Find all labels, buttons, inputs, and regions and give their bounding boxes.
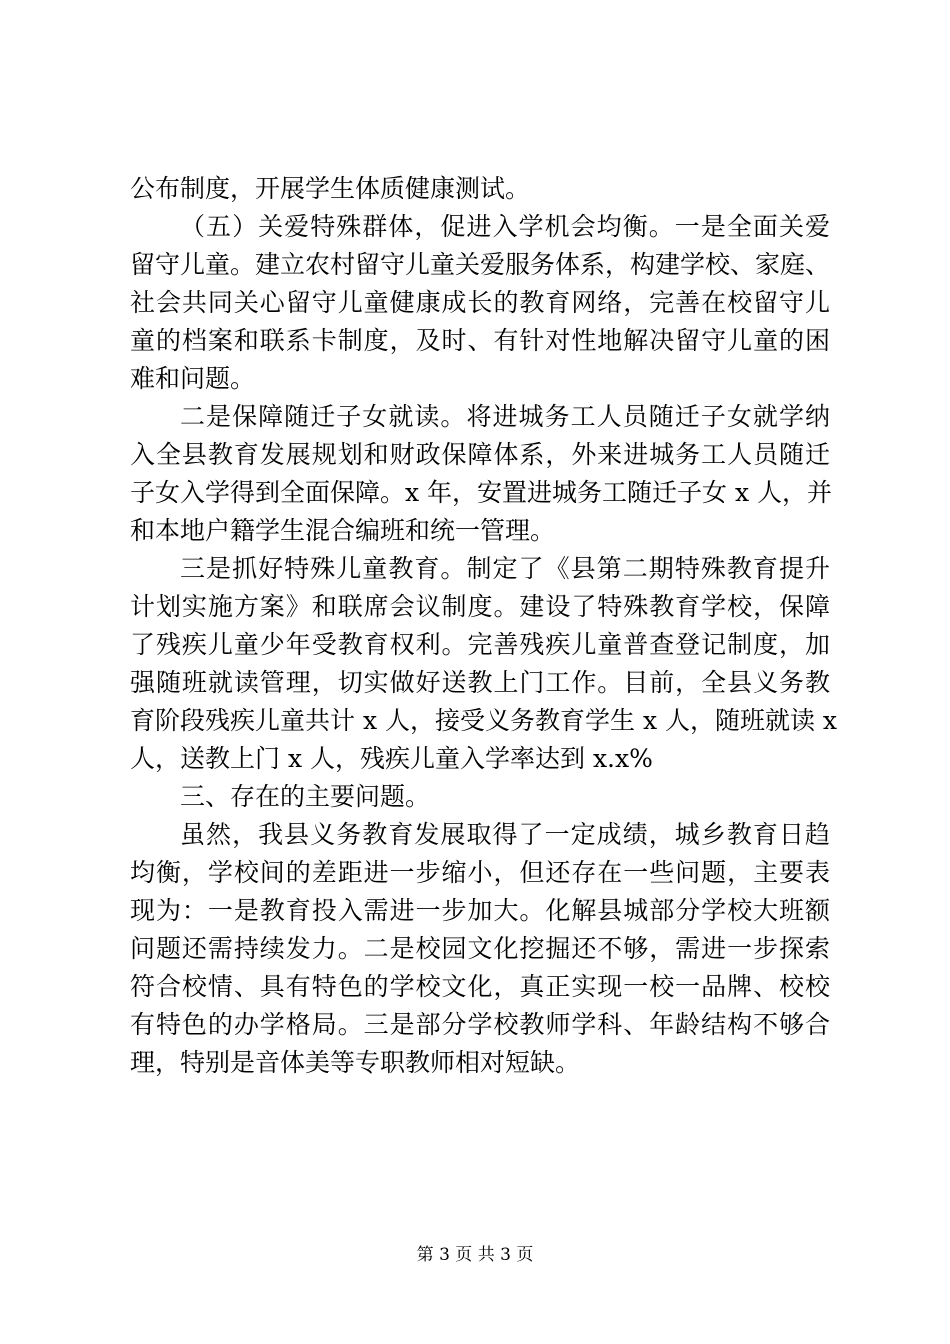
text-line: 了残疾儿童少年受教育权利。完善残疾儿童普查登记制度，加 (130, 630, 830, 659)
text-line: 公布制度，开展学生体质健康测试。 (130, 174, 531, 203)
text-line: 问题还需持续发力。二是校园文化挖掘还不够，需进一步探索 (130, 934, 830, 963)
text-line: 子女入学得到全面保障。x 年，安置进城务工随迁子女 x 人，并 (130, 478, 833, 507)
text-line: 童的档案和联系卡制度，及时、有针对性地解决留守儿童的困 (130, 326, 830, 355)
text-line: 育阶段残疾儿童共计 x 人，接受义务教育学生 x 人，随班就读 x (130, 706, 838, 735)
text-line: 有特色的办学格局。三是部分学校教师学科、年龄结构不够合 (130, 1010, 830, 1039)
text-line: （五）关爱特殊群体，促进入学机会均衡。一是全面关爱 (180, 212, 830, 241)
text-line: 现为：一是教育投入需进一步加大。化解县城部分学校大班额 (130, 896, 830, 925)
section-heading: 三、存在的主要问题。 (180, 782, 431, 811)
text-line: 和本地户籍学生混合编班和统一管理。 (130, 516, 556, 545)
text-line: 人，送教上门 x 人，残疾儿童入学率达到 x.x% (130, 744, 653, 773)
text-line: 理，特别是音体美等专职教师相对短缺。 (130, 1048, 581, 1077)
text-line: 三是抓好特殊儿童教育。制定了《县第二期特殊教育提升 (180, 554, 830, 583)
text-line: 符合校情、具有特色的学校文化，真正实现一校一品牌、校校 (130, 972, 830, 1001)
text-line: 计划实施方案》和联席会议制度。建设了特殊教育学校，保障 (130, 592, 830, 621)
text-line: 留守儿童。建立农村留守儿童关爱服务体系，构建学校、家庭、 (130, 250, 831, 279)
text-line: 社会共同关心留守儿童健康成长的教育网络，完善在校留守儿 (130, 288, 830, 317)
text-line: 均衡，学校间的差距进一步缩小，但还存在一些问题，主要表 (130, 858, 830, 887)
document-body (130, 170, 838, 1082)
text-line: 强随班就读管理，切实做好送教上门工作。目前，全县义务教 (130, 668, 830, 697)
text-line: 二是保障随迁子女就读。将进城务工人员随迁子女就学纳 (180, 402, 830, 431)
text-line: 虽然，我县义务教育发展取得了一定成绩，城乡教育日趋 (180, 820, 830, 849)
text-line: 入全县教育发展规划和财政保障体系，外来进城务工人员随迁 (130, 440, 830, 469)
page-number: 第 3 页 共 3 页 (416, 1245, 534, 1265)
text-line: 难和问题。 (130, 364, 256, 393)
